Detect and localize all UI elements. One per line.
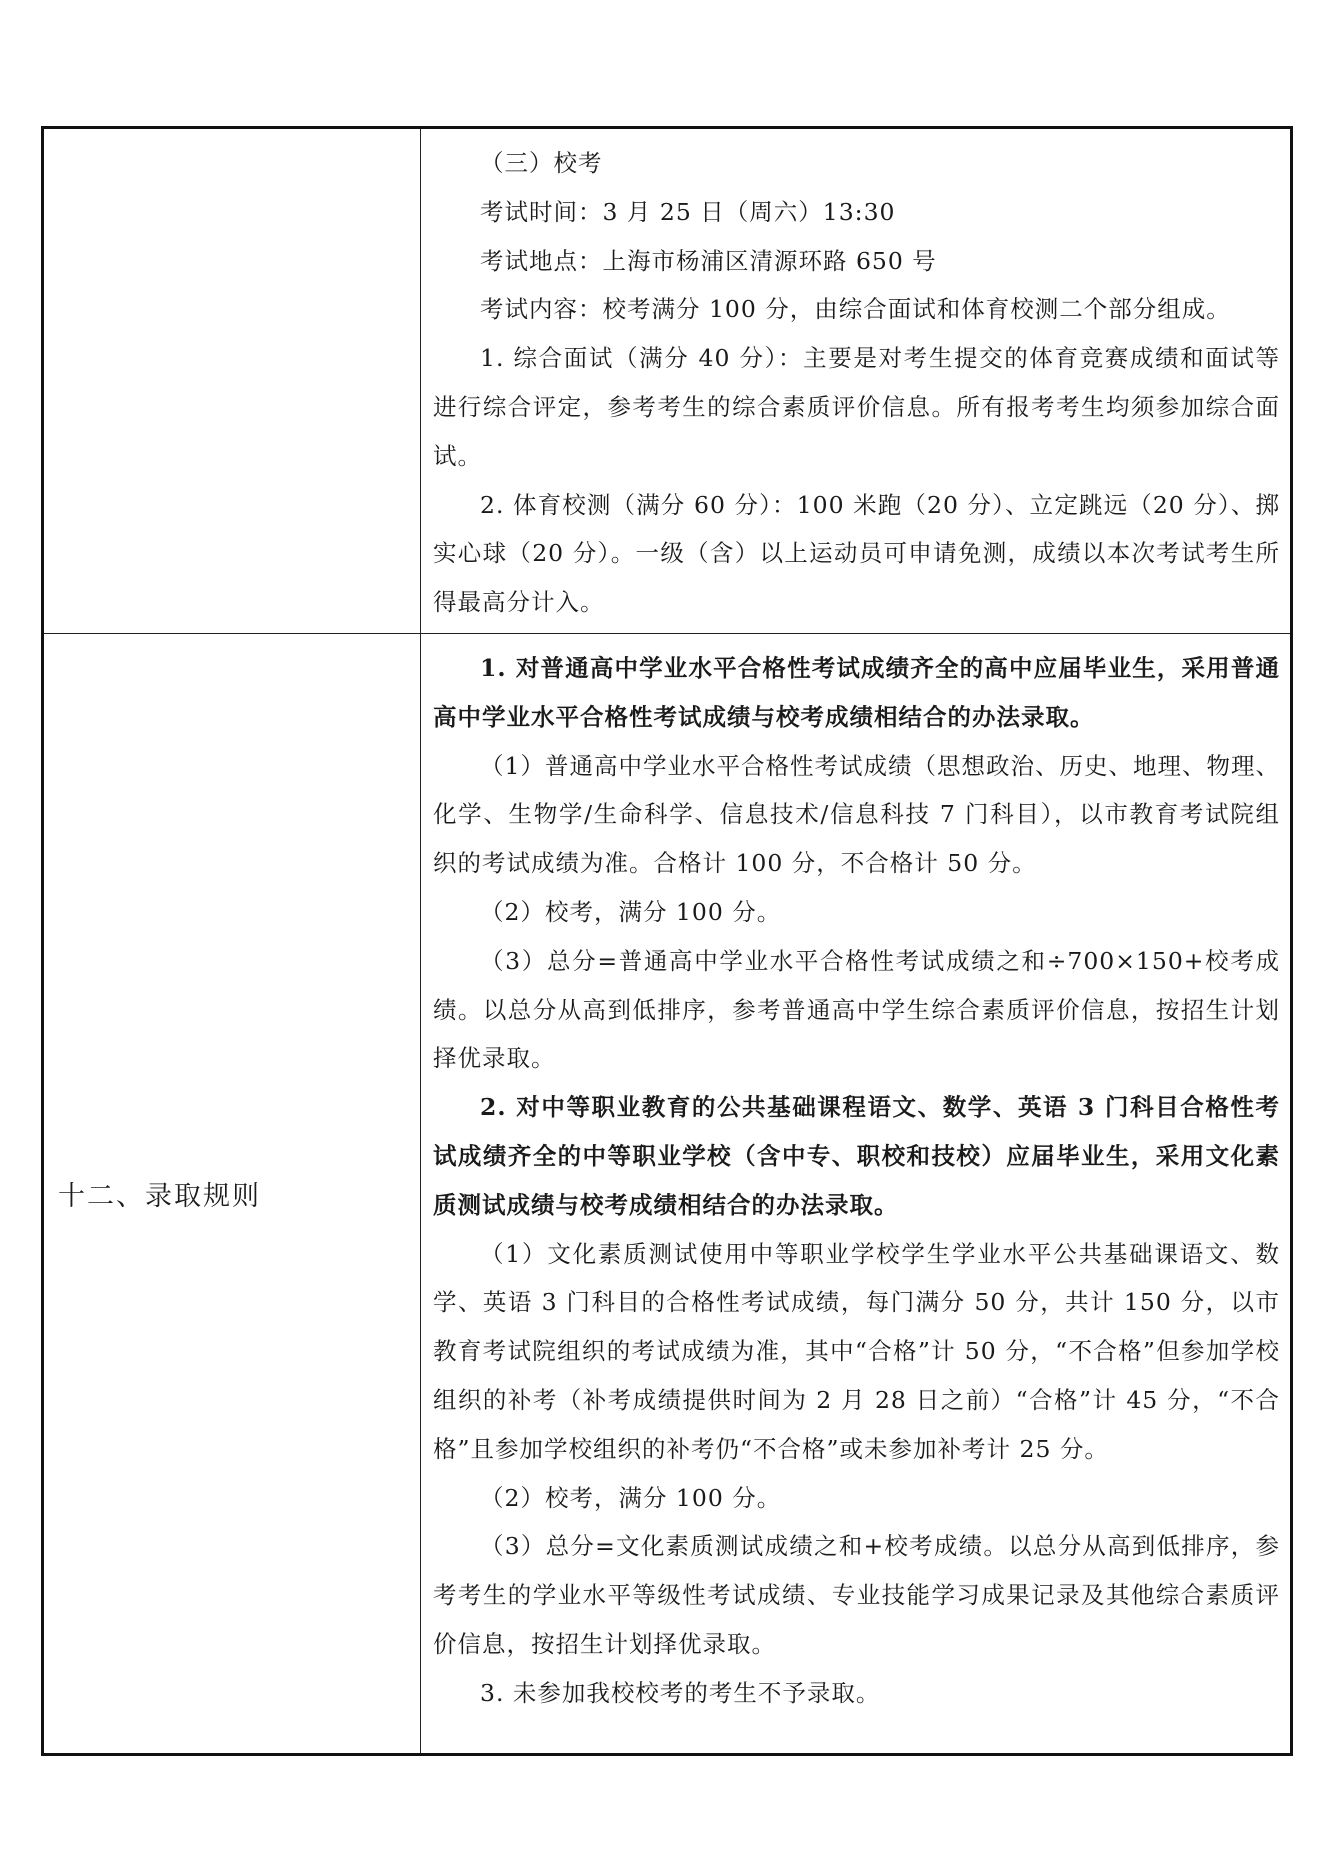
admission-table <box>41 126 1293 1756</box>
sports-test-description: 2. 体育校测（满分 60 分）：100 米跑（20 分）、立定跳远（20 分）、掷实心球（20 分）。一级（含）以上运动员可申请免测，成绩以本次考试考生所得最高分计入。 <box>433 490 1280 617</box>
row1-content-cell <box>421 128 1292 634</box>
admission-rules-content <box>421 634 1290 1724</box>
rule-2-heading: 2. 对中等职业教育的公共基础课程语文、数学、英语 3 门科目合格性考试成绩齐全的中等职业学校（含中专、职校和技校）应届毕业生，采用文化素质测试成绩与校考成绩相结合的办法录取。 <box>433 1093 1280 1219</box>
rule-1-heading: 1. 对普通高中学业水平合格性考试成绩齐全的高中应届毕业生，采用普通高中学业水平合格性考试成绩与校考成绩相结合的办法录取。 <box>433 653 1280 731</box>
rule-3: 3. 未参加我校校考的考生不予录取。 <box>480 1678 881 1707</box>
rule-1-item-1: （1）普通高中学业水平合格性考试成绩（思想政治、历史、地理、物理、化学、生物学/生命科学、信息技术/信息科技 7 门科目），以市教育考试院组织的考试成绩为准。合格计 100 分，不合格计 50 分。 <box>433 751 1280 878</box>
rule-2-item-3: （3）总分=文化素质测试成绩之和+校考成绩。以总分从高到低排序，参考考生的学业水平等级性考试成绩、专业技能学习成果记录及其他综合素质评价信息，按招生计划择优录取。 <box>433 1532 1280 1658</box>
school-exam-content <box>421 129 1290 633</box>
row1-label-cell <box>43 128 421 634</box>
exam-location: 考试地点：上海市杨浦区清源环路 650 号 <box>480 246 937 275</box>
table-row-school-exam <box>43 128 1292 634</box>
rule-1-item-2: （2）校考，满分 100 分。 <box>480 897 782 926</box>
school-exam-heading: （三）校考 <box>480 149 603 177</box>
row2-content-cell <box>421 633 1292 1754</box>
rule-2-item-2: （2）校考，满分 100 分。 <box>480 1483 782 1512</box>
exam-content: 考试内容：校考满分 100 分，由综合面试和体育校测二个部分组成。 <box>480 295 1231 324</box>
rule-2-item-1: （1）文化素质测试使用中等职业学校学生学业水平公共基础课语文、数学、英语 3 门科目的合格性考试成绩，每门满分 50 分，共计 150 分，以市教育考试院组织的考试成绩为准，其中“合格”计 50 分，“不合格”但参加学校组织的补考（补考成绩提供时间为 2 月 28 日之前）“合格”计 45 分，“不合格”且参加学校组织的补考仍“不合格”或未参加补考计 25 分。 <box>433 1239 1280 1463</box>
rule-1-item-3: （3）总分=普通高中学业水平合格性考试成绩之和÷700×150+校考成绩。以总分从高到低排序，参考普通高中学生综合素质评价信息，按招生计划择优录取。 <box>433 946 1280 1073</box>
exam-time: 考试时间：3 月 25 日（周六）13:30 <box>480 197 896 226</box>
table-row-admission-rules <box>43 633 1292 1754</box>
section-title-admission-rules: 十二、录取规则 <box>58 1180 261 1212</box>
interview-description: 1. 综合面试（满分 40 分）：主要是对考生提交的体育竞赛成绩和面试等进行综合评定，参考考生的综合素质评价信息。所有报考考生均须参加综合面试。 <box>433 344 1280 470</box>
row2-label-cell <box>43 633 421 1754</box>
